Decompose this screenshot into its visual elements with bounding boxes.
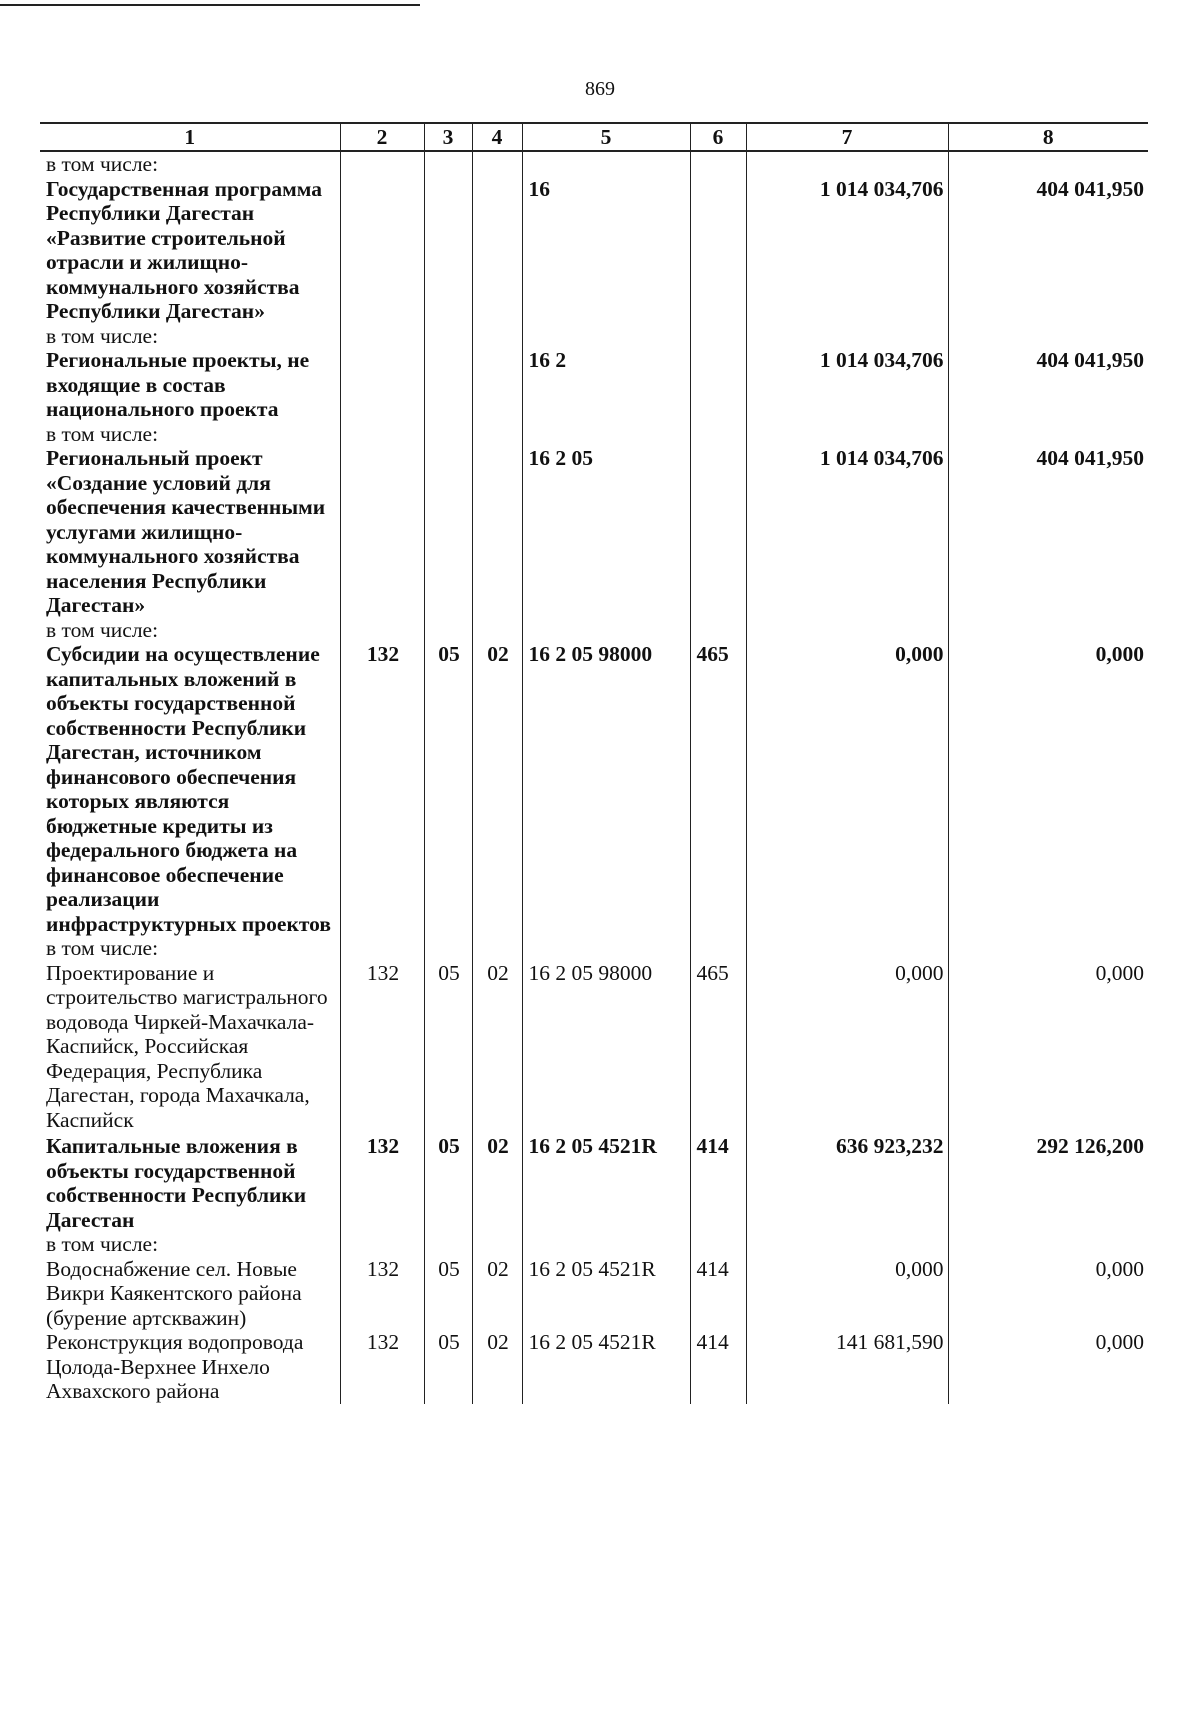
code-2-cell: 132 bbox=[340, 961, 424, 1135]
code-3-cell bbox=[424, 936, 472, 961]
code-3-cell bbox=[424, 348, 472, 422]
top-rule bbox=[0, 4, 420, 6]
code-4-cell bbox=[472, 1232, 522, 1257]
code-4-cell: 02 bbox=[472, 642, 522, 936]
code-6-cell bbox=[690, 422, 746, 447]
code-3-cell: 05 bbox=[424, 642, 472, 936]
amount-8-cell bbox=[948, 422, 1148, 447]
code-5-cell: 16 2 05 4521R bbox=[522, 1330, 690, 1404]
code-3-cell bbox=[424, 446, 472, 618]
description-cell: в том числе: bbox=[46, 936, 159, 960]
code-2-cell bbox=[340, 936, 424, 961]
code-3-cell: 05 bbox=[424, 1257, 472, 1331]
amount-7-cell: 1 014 034,706 bbox=[746, 446, 948, 618]
description-cell: в том числе: bbox=[46, 1232, 159, 1256]
amount-8-cell: 404 041,950 bbox=[948, 348, 1148, 422]
column-header-6: 6 bbox=[690, 123, 746, 151]
code-2-cell: 132 bbox=[340, 1134, 424, 1232]
description-cell: в том числе: bbox=[46, 421, 159, 446]
code-3-cell: 05 bbox=[424, 1134, 472, 1232]
code-4-cell bbox=[472, 936, 522, 961]
code-3-cell: 05 bbox=[424, 961, 472, 1135]
amount-7-cell: 0,000 bbox=[746, 1257, 948, 1331]
amount-7-cell bbox=[746, 1232, 948, 1257]
table-row bbox=[40, 1134, 1148, 1232]
code-6-cell: 414 bbox=[690, 1330, 746, 1404]
code-6-cell bbox=[690, 324, 746, 349]
code-5-cell bbox=[522, 618, 690, 643]
amount-8-cell: 0,000 bbox=[948, 1330, 1148, 1404]
amount-7-cell bbox=[746, 618, 948, 643]
header-row bbox=[40, 123, 1148, 151]
code-4-cell bbox=[472, 151, 522, 177]
code-6-cell: 414 bbox=[690, 1257, 746, 1331]
code-2-cell: 132 bbox=[340, 1257, 424, 1331]
subtotal-label-row bbox=[40, 1232, 1148, 1257]
table-row bbox=[40, 177, 1148, 324]
code-3-cell: 05 bbox=[424, 1330, 472, 1404]
code-4-cell bbox=[472, 618, 522, 643]
amount-8-cell bbox=[948, 151, 1148, 177]
code-4-cell: 02 bbox=[472, 1134, 522, 1232]
code-6-cell bbox=[690, 151, 746, 177]
budget-table bbox=[40, 122, 1148, 1404]
amount-8-cell: 404 041,950 bbox=[948, 177, 1148, 324]
code-6-cell bbox=[690, 1232, 746, 1257]
column-header-1: 1 bbox=[40, 123, 340, 151]
amount-7-cell bbox=[746, 151, 948, 177]
amount-8-cell: 0,000 bbox=[948, 642, 1148, 936]
description-cell: в том числе: bbox=[46, 323, 159, 348]
code-2-cell bbox=[340, 177, 424, 324]
code-2-cell bbox=[340, 348, 424, 422]
code-4-cell bbox=[472, 177, 522, 324]
code-6-cell bbox=[690, 446, 746, 618]
amount-7-cell: 1 014 034,706 bbox=[746, 348, 948, 422]
table-row bbox=[40, 642, 1148, 936]
code-5-cell bbox=[522, 422, 690, 447]
code-5-cell: 16 2 05 4521R bbox=[522, 1257, 690, 1331]
amount-7-cell bbox=[746, 422, 948, 447]
code-3-cell bbox=[424, 177, 472, 324]
column-header-8: 8 bbox=[948, 123, 1148, 151]
amount-7-cell: 141 681,590 bbox=[746, 1330, 948, 1404]
subtotal-label-row bbox=[40, 324, 1148, 349]
code-5-cell: 16 2 05 4521R bbox=[522, 1134, 690, 1232]
column-header-2: 2 bbox=[340, 123, 424, 151]
description-cell: Региональные проекты, не входящие в состав национального проекта bbox=[46, 348, 310, 421]
description-cell: в том числе: bbox=[46, 152, 159, 176]
code-6-cell bbox=[690, 177, 746, 324]
amount-7-cell: 0,000 bbox=[746, 642, 948, 936]
code-4-cell bbox=[472, 422, 522, 447]
description-cell: Капитальные вложения в объекты государственной собственности Республики Дагестан bbox=[46, 1134, 307, 1232]
code-4-cell bbox=[472, 324, 522, 349]
description-cell: Региональный проект «Создание условий для обеспечения качественными услугами жилищно-коммунального хозяйства населения Республики Дагестан» bbox=[46, 446, 326, 617]
code-3-cell bbox=[424, 618, 472, 643]
amount-8-cell: 0,000 bbox=[948, 961, 1148, 1135]
code-6-cell: 465 bbox=[690, 961, 746, 1135]
code-2-cell bbox=[340, 422, 424, 447]
description-cell: Субсидии на осуществление капитальных вложений в объекты государственной собственности Республики Дагестан, источником финансового обеспечения которых являются бюджетные кредиты из федерального бюджета на финансовое обеспечение реализации инфраструктурных проектов bbox=[46, 642, 331, 936]
table-row bbox=[40, 961, 1148, 1135]
amount-7-cell bbox=[746, 936, 948, 961]
description-cell: в том числе: bbox=[46, 617, 159, 642]
code-4-cell bbox=[472, 446, 522, 618]
amount-8-cell: 0,000 bbox=[948, 1257, 1148, 1331]
code-6-cell bbox=[690, 348, 746, 422]
code-2-cell: 132 bbox=[340, 642, 424, 936]
code-2-cell bbox=[340, 618, 424, 643]
column-header-4: 4 bbox=[472, 123, 522, 151]
code-6-cell: 414 bbox=[690, 1134, 746, 1232]
amount-8-cell: 292 126,200 bbox=[948, 1134, 1148, 1232]
code-5-cell bbox=[522, 324, 690, 349]
code-2-cell bbox=[340, 151, 424, 177]
code-5-cell: 16 2 05 98000 bbox=[522, 642, 690, 936]
code-4-cell: 02 bbox=[472, 1330, 522, 1404]
code-5-cell bbox=[522, 151, 690, 177]
column-header-7: 7 bbox=[746, 123, 948, 151]
code-5-cell: 16 2 bbox=[522, 348, 690, 422]
code-3-cell bbox=[424, 422, 472, 447]
amount-8-cell bbox=[948, 618, 1148, 643]
amount-8-cell bbox=[948, 1232, 1148, 1257]
code-5-cell bbox=[522, 936, 690, 961]
table-row bbox=[40, 446, 1148, 618]
subtotal-label-row bbox=[40, 618, 1148, 643]
code-5-cell: 16 2 05 bbox=[522, 446, 690, 618]
table-header bbox=[40, 123, 1148, 151]
amount-7-cell: 1 014 034,706 bbox=[746, 177, 948, 324]
description-cell: Государственная программа Республики Дагестан «Развитие строительной отрасли и жилищно-коммунального хозяйства Республики Дагестан» bbox=[46, 176, 323, 323]
amount-7-cell bbox=[746, 324, 948, 349]
code-2-cell bbox=[340, 446, 424, 618]
table-row bbox=[40, 1257, 1148, 1331]
code-6-cell bbox=[690, 936, 746, 961]
amount-8-cell: 404 041,950 bbox=[948, 446, 1148, 618]
code-4-cell bbox=[472, 348, 522, 422]
code-5-cell bbox=[522, 1232, 690, 1257]
amount-8-cell bbox=[948, 324, 1148, 349]
code-2-cell bbox=[340, 324, 424, 349]
code-5-cell: 16 2 05 98000 bbox=[522, 961, 690, 1135]
code-4-cell: 02 bbox=[472, 1257, 522, 1331]
code-3-cell bbox=[424, 1232, 472, 1257]
code-3-cell bbox=[424, 151, 472, 177]
code-4-cell: 02 bbox=[472, 961, 522, 1135]
code-5-cell: 16 bbox=[522, 177, 690, 324]
column-header-3: 3 bbox=[424, 123, 472, 151]
code-2-cell: 132 bbox=[340, 1330, 424, 1404]
code-6-cell bbox=[690, 618, 746, 643]
table-row bbox=[40, 1330, 1148, 1404]
amount-7-cell: 0,000 bbox=[746, 961, 948, 1135]
table-body bbox=[40, 151, 1148, 1404]
subtotal-label-row bbox=[40, 936, 1148, 961]
code-2-cell bbox=[340, 1232, 424, 1257]
amount-8-cell bbox=[948, 936, 1148, 961]
description-cell: Реконструкция водопровода Цолода-Верхнее Инхело Ахвахского района bbox=[46, 1330, 304, 1403]
code-6-cell: 465 bbox=[690, 642, 746, 936]
subtotal-label-row bbox=[40, 151, 1148, 177]
code-3-cell bbox=[424, 324, 472, 349]
description-cell: Проектирование и строительство магистрального водовода Чиркей-Махачкала-Каспийск, Российская Федерация, Республика Дагестан, города Махачкала, Каспийск bbox=[46, 960, 328, 1132]
column-header-5: 5 bbox=[522, 123, 690, 151]
amount-7-cell: 636 923,232 bbox=[746, 1134, 948, 1232]
table-row bbox=[40, 348, 1148, 422]
description-cell: Водоснабжение сел. Новые Викри Каякентского района (бурение артскважин) bbox=[46, 1256, 302, 1330]
page-number: 869 bbox=[585, 78, 615, 100]
subtotal-label-row bbox=[40, 422, 1148, 447]
